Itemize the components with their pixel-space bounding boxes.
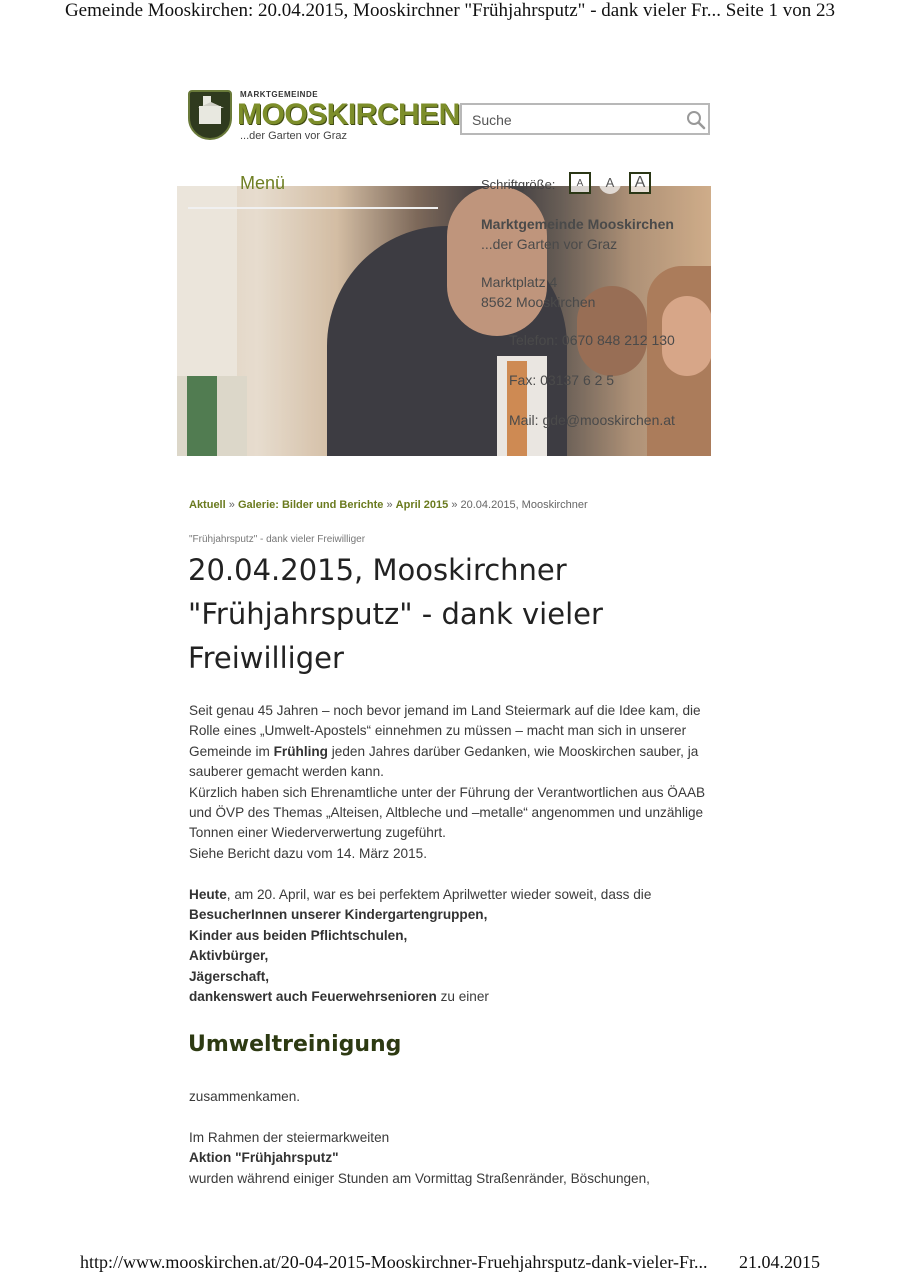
print-header: Gemeinde Mooskirchen: 20.04.2015, Mooskirchner "Frühjahrsputz" - dank vieler Fr... Seite 1 von 23 — [64, 0, 836, 21]
section-heading: Umweltreinigung — [188, 1032, 402, 1057]
breadcrumb-item-april[interactable]: April 2015 — [395, 499, 449, 511]
print-footer-url: http://www.mooskirchen.at/20-04-2015-Mooskirchner-Fruehjahrsputz-dank-vieler-Fr... — [80, 1252, 708, 1272]
font-size-medium-button[interactable]: A — [599, 172, 621, 194]
print-footer — [80, 1252, 820, 1274]
breadcrumb-item-galerie[interactable]: Galerie: Bilder und Berichte — [237, 499, 384, 511]
search-icon[interactable] — [686, 110, 706, 130]
participant-line: dankenswert auch Feuerwehrsenioren — [189, 989, 437, 1005]
bold-text: Heute — [189, 887, 227, 902]
breadcrumb-separator: » — [451, 499, 458, 511]
paragraph-text: zu einer — [436, 989, 489, 1005]
paragraph-text: Im Rahmen der steiermarkweiten — [189, 1130, 390, 1145]
bold-text: Frühling — [273, 743, 328, 759]
print-footer-date: 21.04.2015 — [739, 1252, 820, 1272]
search-box — [460, 103, 710, 135]
contact-street: Marktplatz 4 — [481, 274, 558, 290]
font-size-small-button[interactable]: A — [569, 172, 591, 194]
page-title: 20.04.2015, Mooskirchner "Frühjahrsputz" - dank vieler Freiwilliger — [188, 553, 603, 675]
paragraph-text: Kürzlich haben sich Ehrenamtliche unter der Führung der Verantwortlichen aus ÖAAB und ÖVP des Themas „Alteisen, Altbleche und –metalle“ angenommen und unzählige Tonnen einer Wiederverwertung zugeführt. — [189, 784, 706, 841]
breadcrumb-separator: » — [386, 499, 393, 511]
breadcrumb — [189, 499, 588, 511]
search-input[interactable] — [470, 109, 674, 131]
participant-line: Kinder aus beiden Pflichtschulen, — [189, 927, 408, 943]
font-size-large-button[interactable]: A — [629, 172, 651, 194]
paragraph-text: Seit genau 45 Jahren – noch bevor jemand im Land Steiermark auf die Idee kam, die Rolle eines „Umwelt-Apostels“ einnehmen zu müssen – macht man sich in unserer Gemeinde im — [189, 703, 701, 759]
contact-phone[interactable]: Telefon: 0670 848 212 130 — [509, 332, 675, 348]
paragraph-text: wurden während einiger Stunden am Vormittag Straßenränder, Böschungen, — [189, 1170, 650, 1186]
logo-name: MOOSKIRCHEN — [237, 98, 460, 131]
paragraph-text: Siehe Bericht dazu vom 14. März 2015. — [189, 845, 428, 861]
breadcrumb-current: 20.04.2015, Mooskirchner — [460, 499, 588, 511]
participant-line: BesucherInnen unserer Kindergartengruppen, — [189, 907, 488, 923]
paragraph-text: , am 20. April, war es bei perfektem Aprilwetter wieder soweit, dass die — [226, 887, 652, 902]
menu-divider — [188, 207, 438, 209]
breadcrumb-separator: » — [228, 499, 235, 511]
paragraph-text: jeden Jahres darüber Gedanken, wie Mooskirchen sauber, ja sauberer gemacht werden kann. — [189, 743, 699, 780]
participant-line: Jägerschaft, — [189, 968, 270, 984]
site-logo[interactable] — [188, 88, 460, 148]
logo-small-text: MARKTGEMEINDE — [240, 90, 319, 99]
font-size-label: Schriftgröße: — [481, 177, 556, 192]
bold-text: Aktion "Frühjahrsputz" — [189, 1150, 339, 1166]
participant-line: Aktivbürger, — [189, 948, 269, 964]
contact-tagline: ...der Garten vor Graz — [481, 236, 618, 252]
logo-tagline: ...der Garten vor Graz — [240, 130, 347, 142]
menu-toggle[interactable]: Menü — [240, 173, 286, 193]
article-subtitle: "Frühjahrsputz" - dank vieler Freiwilliger — [189, 534, 366, 545]
breadcrumb-item-aktuell[interactable]: Aktuell — [189, 499, 226, 511]
article-paragraph-1 — [189, 701, 719, 864]
contact-mail[interactable]: Mail: gde@mooskirchen.at — [509, 412, 675, 428]
contact-city: 8562 Mooskirchen — [481, 294, 596, 310]
contact-org: Marktgemeinde Mooskirchen — [481, 216, 674, 232]
coat-of-arms-icon — [188, 90, 232, 140]
contact-fax: Fax: 03137 6 2 5 — [509, 372, 615, 388]
article-paragraph-3: zusammenkamen. — [189, 1089, 301, 1104]
article-paragraph-2 — [189, 885, 719, 1007]
article-paragraph-4 — [189, 1128, 719, 1189]
